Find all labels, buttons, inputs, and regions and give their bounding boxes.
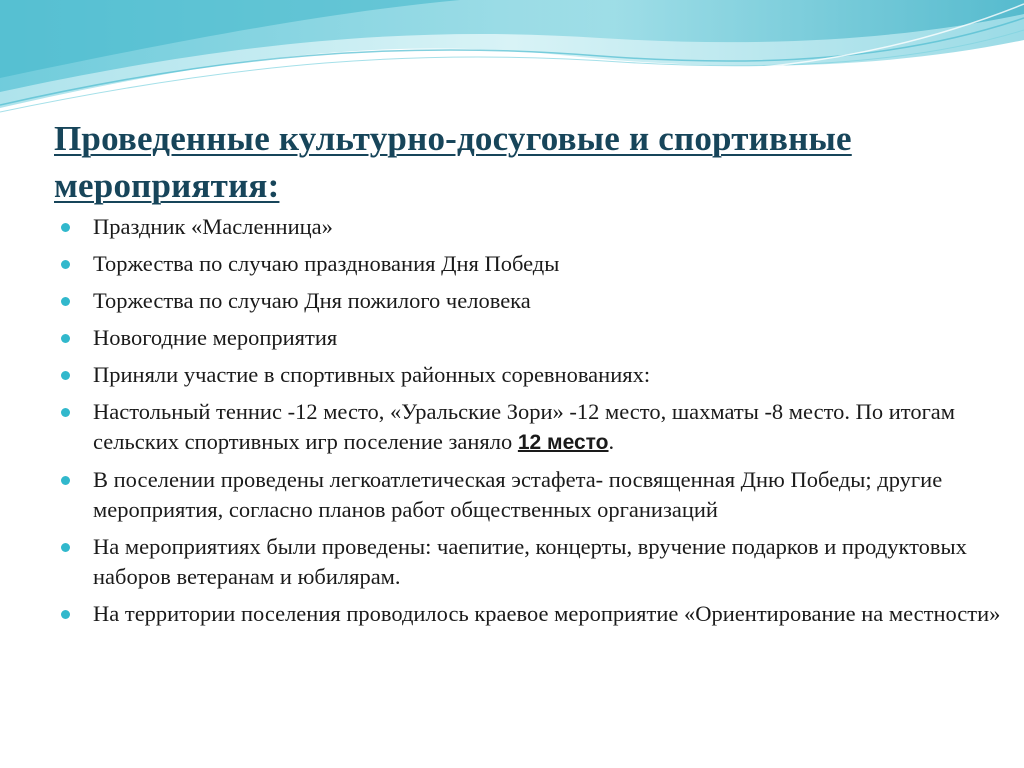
list-item-text: Торжества по случаю празднования Дня Победы	[93, 251, 560, 276]
list-item	[58, 599, 1018, 629]
list-item	[58, 360, 1018, 390]
bullet-icon	[61, 408, 70, 417]
bullet-icon	[61, 223, 70, 232]
list-item-text: Торжества по случаю Дня пожилого человека	[93, 288, 531, 313]
bullet-icon	[61, 371, 70, 380]
list-item-text: На мероприятиях были проведены: чаепитие, концерты, вручение подарков и продуктовых наборов ветеранам и юбилярам.	[93, 534, 967, 589]
list-item	[58, 286, 1018, 316]
bullet-icon	[61, 543, 70, 552]
list-item-text: Новогодние мероприятия	[93, 325, 338, 350]
bullet-icon	[61, 610, 70, 619]
list-item	[58, 532, 1018, 592]
list-item-text-end: .	[608, 429, 615, 454]
slide-title: Проведенные культурно-досуговые и спортивные мероприятия:	[54, 119, 852, 205]
decorative-wave-header	[0, 0, 1024, 120]
list-item	[58, 249, 1018, 279]
bullet-icon	[61, 334, 70, 343]
bullet-icon	[61, 297, 70, 306]
list-item	[58, 465, 1018, 525]
list-item	[58, 323, 1018, 353]
list-item-text: Приняли участие в спортивных районных соревнованиях:	[93, 362, 651, 387]
list-item-text: На территории поселения проводилось краевое мероприятие «Ориентирование на местности»	[93, 601, 1001, 626]
placement-emphasis: 12 место	[517, 431, 609, 454]
bullet-icon	[61, 476, 70, 485]
bullet-list	[58, 212, 1018, 636]
list-item-text: Настольный теннис -12 место, «Уральские Зори» -12 место, шахматы -8 место. По итогам сельских спортивных игр поселение заняло	[93, 399, 956, 454]
list-item	[58, 397, 1018, 458]
list-item	[58, 212, 1018, 242]
bullet-icon	[61, 260, 70, 269]
list-item-text: Праздник «Масленница»	[93, 214, 333, 239]
list-item-text: В поселении проведены легкоатлетическая эстафета- посвященная Дню Победы; другие мероприятия, согласно планов работ общественных организаций	[93, 467, 943, 522]
